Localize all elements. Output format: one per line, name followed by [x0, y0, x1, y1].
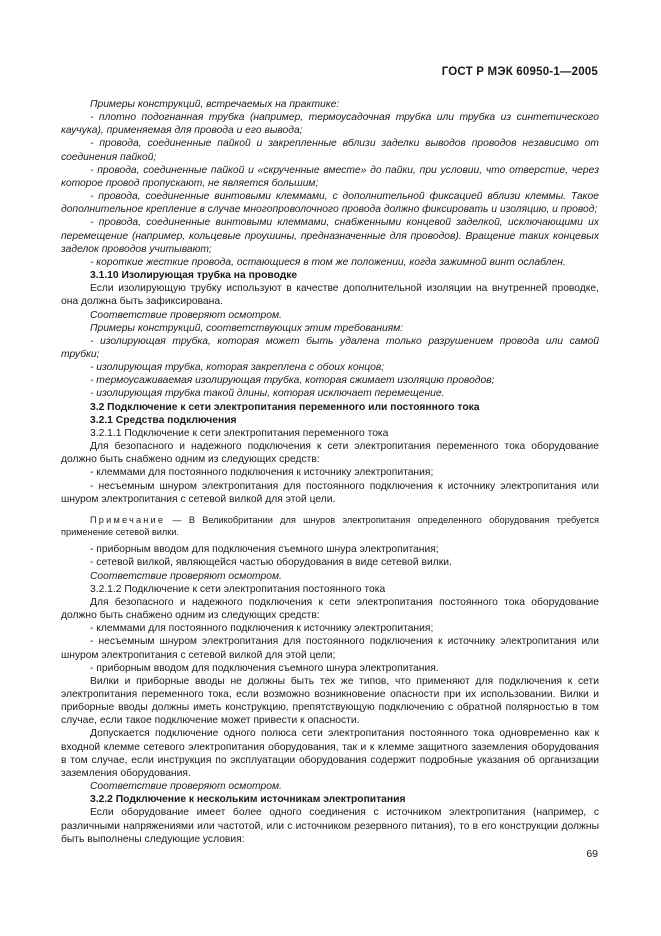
body-paragraph: 3.2.1.2 Подключение к сети электропитания постоянного тока [90, 583, 386, 595]
body-paragraph: 3.2.1.1 Подключение к сети электропитания переменного тока [90, 427, 389, 439]
body-paragraph: - короткие жесткие провода, остающиеся в том же положении, когда зажимной винт ослаблен. [90, 256, 566, 268]
note-text: — В Великобритании для шнуров электропитания определенного оборудования требуется применение сетевой вилки. [61, 514, 599, 538]
section-heading: 3.1.10 Изолирующая трубка на проводке [90, 270, 298, 282]
body-paragraph: - изолирующая трубка, которая закреплена с обоих концов; [90, 362, 385, 374]
body-paragraph: - провода, соединенные винтовыми клеммами, снабженными концевой заделкой, исключающими их перемещение (например, кольцевые проушины, предназначенные для проводов). Вращение таких концевых заделок проводов учитывают; [61, 217, 599, 255]
body-paragraph: Для безопасного и надежного подключения к сети электропитания переменного тока оборудование должно быть снабжено одним из следующих средств: [61, 441, 599, 466]
body-paragraph: - несъемным шнуром электропитания для постоянного подключения к источнику электропитания или шнуром электропитания с сетевой вилкой для этой цели; [61, 636, 599, 661]
body-paragraph: Соответствие проверяют осмотром. [90, 309, 282, 321]
body-paragraph: - термоусаживаемая изолирующая трубка, которая сжимает изоляцию проводов; [90, 375, 495, 387]
body-paragraph: Примеры конструкций, соответствующих этим требованиям: [90, 322, 404, 334]
body-paragraph: - приборным вводом для подключения съемного шнура электропитания; [90, 544, 439, 556]
body-paragraph: - приборным вводом для подключения съемного шнура электропитания. [90, 662, 439, 674]
body-paragraph: Соответствие проверяют осмотром. [90, 781, 282, 793]
body-paragraph: Примеры конструкций, встречаемых на практике: [90, 99, 340, 110]
body-paragraph: Для безопасного и надежного подключения к сети электропитания постоянного тока оборудование должно быть снабжено одним из следующих средств: [61, 596, 599, 622]
section-heading: 3.2.2 Подключение к нескольким источникам электропитания [90, 794, 406, 806]
document-header: ГОСТ Р МЭК 60950-1—2005 [441, 66, 598, 78]
body-paragraph: Если оборудование имеет более одного соединения с источником электропитания (например, с различными напряжениями или частотой, или с источником резервного питания), то в его конструкции должны быть выполнены следующие условия: [61, 807, 599, 845]
section-heading: 3.2.1 Средства подключения [90, 414, 237, 426]
body-paragraph: - сетевой вилкой, являющейся частью оборудования в виде сетевой вилки. [90, 557, 452, 569]
body-paragraph: - изолирующая трубка, которая может быть удалена только разрушением провода или самой трубки; [61, 335, 599, 360]
body-paragraph: Если изолирующую трубку используют в качестве дополнительной изоляции на внутренней проводке, она должна быть зафиксирована. [61, 283, 599, 308]
body-paragraph: - изолирующая трубка такой длины, которая исключает перемещение. [90, 388, 445, 400]
body-paragraph: - клеммами для постоянного подключения к источнику электропитания; [90, 467, 434, 479]
body-paragraph: Вилки и приборные вводы не должны быть тех же типов, что применяют для подключения к сети электропитания переменного тока, если возможно возникновение опасности при их использовании. Вилки и приборные вводы должны иметь конструкцию, препятствующую подключению с обратной полярностью в том случае, если такое подключение может привести к опасности. [61, 675, 599, 727]
body-paragraph: - несъемным шнуром электропитания для постоянного подключения к источнику электропитания или шнуром электропитания с сетевой вилкой для этой цели. [61, 480, 599, 505]
note-paragraph [61, 514, 599, 538]
body-paragraph: - провода, соединенные винтовыми клеммами, с дополнительной фиксацией вблизи клеммы. Такое дополнительное крепление в случае многопроволочного провода должно фиксировать и изоляцию, и провод; [61, 191, 599, 216]
section-heading: 3.2 Подключение к сети электропитания переменного или постоянного тока [90, 401, 480, 413]
body-paragraph: - провода, соединенные пайкой и «скрученные вместе» до пайки, при условии, что отверстие, через которое провод пропускают, не является большим; [61, 164, 599, 189]
body-paragraph: Соответствие проверяют осмотром. [90, 570, 282, 582]
body-paragraph: - провода, соединенные пайкой и закрепленные вблизи заделки выводов проводов независимо от соединения пайкой; [61, 138, 599, 163]
note-label: Примечание [90, 514, 166, 525]
body-paragraph: - плотно подогнанная трубка (например, термоусадочная трубка или трубка из синтетического каучука), применяемая для провода и его вывода; [61, 112, 599, 137]
page-number: 69 [586, 848, 598, 860]
body-paragraph: Допускается подключение одного полюса сети электропитания постоянного тока одновременно как к входной клемме сетевого электропитания оборудования, так и к клемме защитного заземления оборудования в том случае, если инструкция по эксплуатации оборудования содержит подробные указания об организации заземления оборудования. [61, 728, 599, 779]
document-body [61, 98, 599, 846]
body-paragraph: - клеммами для постоянного подключения к источнику электропитания; [90, 623, 434, 635]
